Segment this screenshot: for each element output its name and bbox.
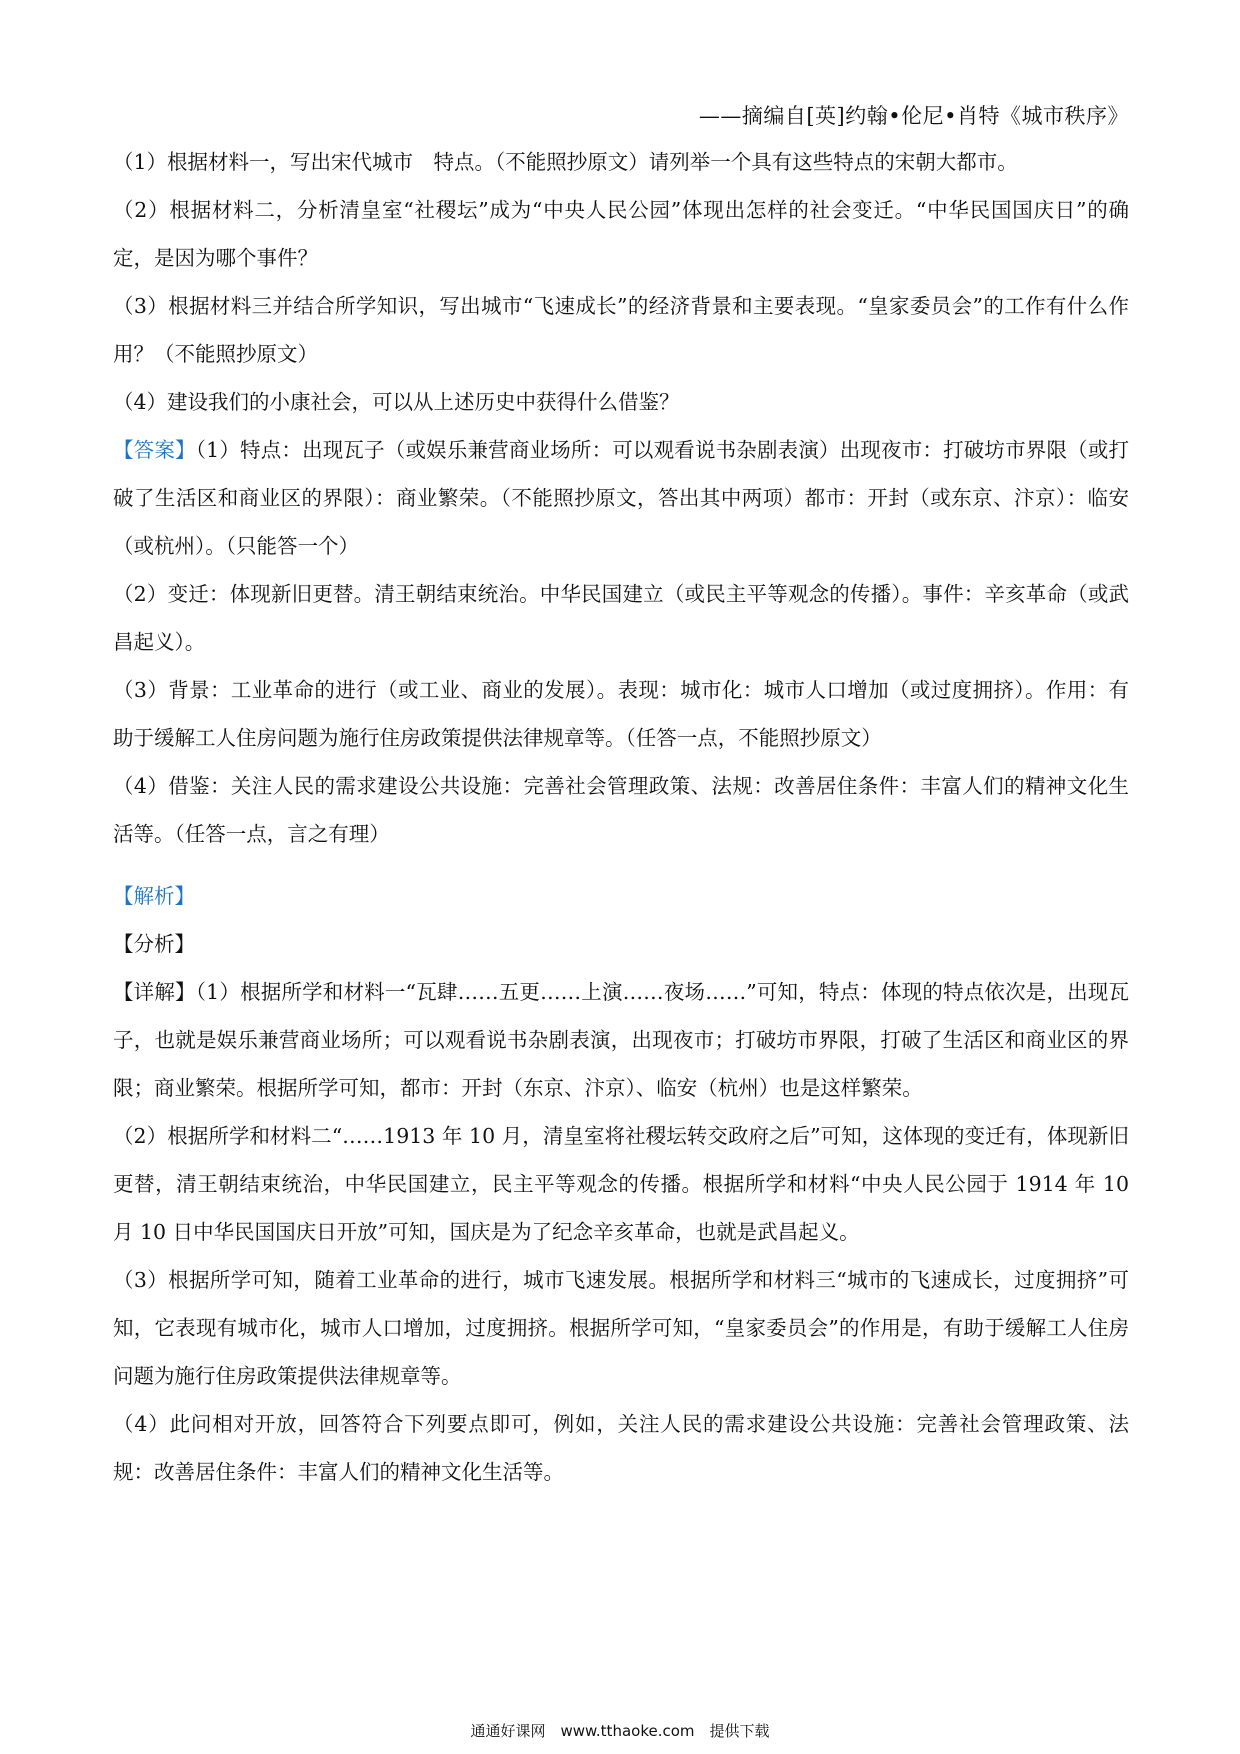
answer-label: 【答案】	[113, 438, 196, 462]
page-footer: 通通好课网 www.tthaoke.com 提供下载	[470, 1722, 770, 1740]
detail-item-4: （4）此问相对开放，回答符合下列要点即可，例如，关注人民的需求建设公共设施：完善社会管理政策、法规：改善居住条件：丰富人们的精神文化生活等。	[113, 1412, 1129, 1484]
question-1: （1）根据材料一，写出宋代城市 特点。（不能照抄原文）请列举一个具有这些特点的宋朝大都市。	[113, 150, 1018, 174]
question-3: （3）根据材料三并结合所学知识，写出城市“飞速成长”的经济背景和主要表现。“皇家委员会”的工作有什么作用？（不能照抄原文）	[113, 294, 1129, 366]
document-page	[113, 100, 1129, 1496]
answer-item-1	[113, 426, 1129, 570]
detail-label: 【详解】	[113, 980, 196, 1004]
detail-item-2: （2）根据所学和材料二“……1913 年 10 月，清皇室将社稷坛转交政府之后”可知，这体现的变迁有，体现新旧更替，清王朝结束统治，中华民国建立，民主平等观念的传播。根据所学和材料“中央人民公园于 1914 年 10 月 10 日中华民国国庆日开放”可知，国庆是为了纪念辛亥革命，也就是武昌起义。	[113, 1124, 1129, 1244]
fenxi-label: 【分析】	[113, 932, 195, 956]
detail-item-1	[113, 968, 1129, 1112]
analysis-label: 【解析】	[113, 884, 195, 908]
answer-text-1: （1）特点：出现瓦子（或娱乐兼营商业场所：可以观看说书杂剧表演）出现夜市：打破坊市界限（或打破了生活区和商业区的界限）：商业繁荣。（不能照抄原文，答出其中两项）都市：开封（或东京、汴京）：临安（或杭州）。（只能答一个）	[113, 438, 1130, 558]
detail-text-1: （1）根据所学和材料一“瓦肆……五更……上演……夜场……”可知，特点：体现的特点依次是，出现瓦子，也就是娱乐兼营商业场所；可以观看说书杂剧表演，出现夜市；打破坊市界限，打破了生活区和商业区的界限；商业繁荣。根据所学可知，都市：开封（东京、汴京）、临安（杭州）也是这样繁荣。	[113, 980, 1129, 1100]
detail-item-3: （3）根据所学可知，随着工业革命的进行，城市飞速发展。根据所学和材料三“城市的飞速成长，过度拥挤”可知，它表现有城市化，城市人口增加，过度拥挤。根据所学可知，“皇家委员会”的作用是，有助于缓解工人住房问题为施行住房政策提供法律规章等。	[113, 1268, 1129, 1388]
question-4: （4）建设我们的小康社会，可以从上述历史中获得什么借鉴？	[113, 390, 680, 414]
source-citation: ——摘编自[英]约翰•伦尼•肖特《城市秩序》	[698, 104, 1129, 128]
answer-item-3: （3）背景：工业革命的进行（或工业、商业的发展）。表现：城市化：城市人口增加（或过度拥挤）。作用：有助于缓解工人住房问题为施行住房政策提供法律规章等。（任答一点，不能照抄原文）	[113, 678, 1129, 750]
answer-item-4: （4）借鉴：关注人民的需求建设公共设施：完善社会管理政策、法规：改善居住条件：丰富人们的精神文化生活等。（任答一点，言之有理）	[113, 774, 1129, 846]
answer-item-2: （2）变迁：体现新旧更替。清王朝结束统治。中华民国建立（或民主平等观念的传播）。事件：辛亥革命（或武昌起义）。	[113, 582, 1129, 654]
question-2: （2）根据材料二，分析清皇室“社稷坛”成为“中央人民公园”体现出怎样的社会变迁。“中华民国国庆日”的确定，是因为哪个事件？	[113, 198, 1129, 270]
